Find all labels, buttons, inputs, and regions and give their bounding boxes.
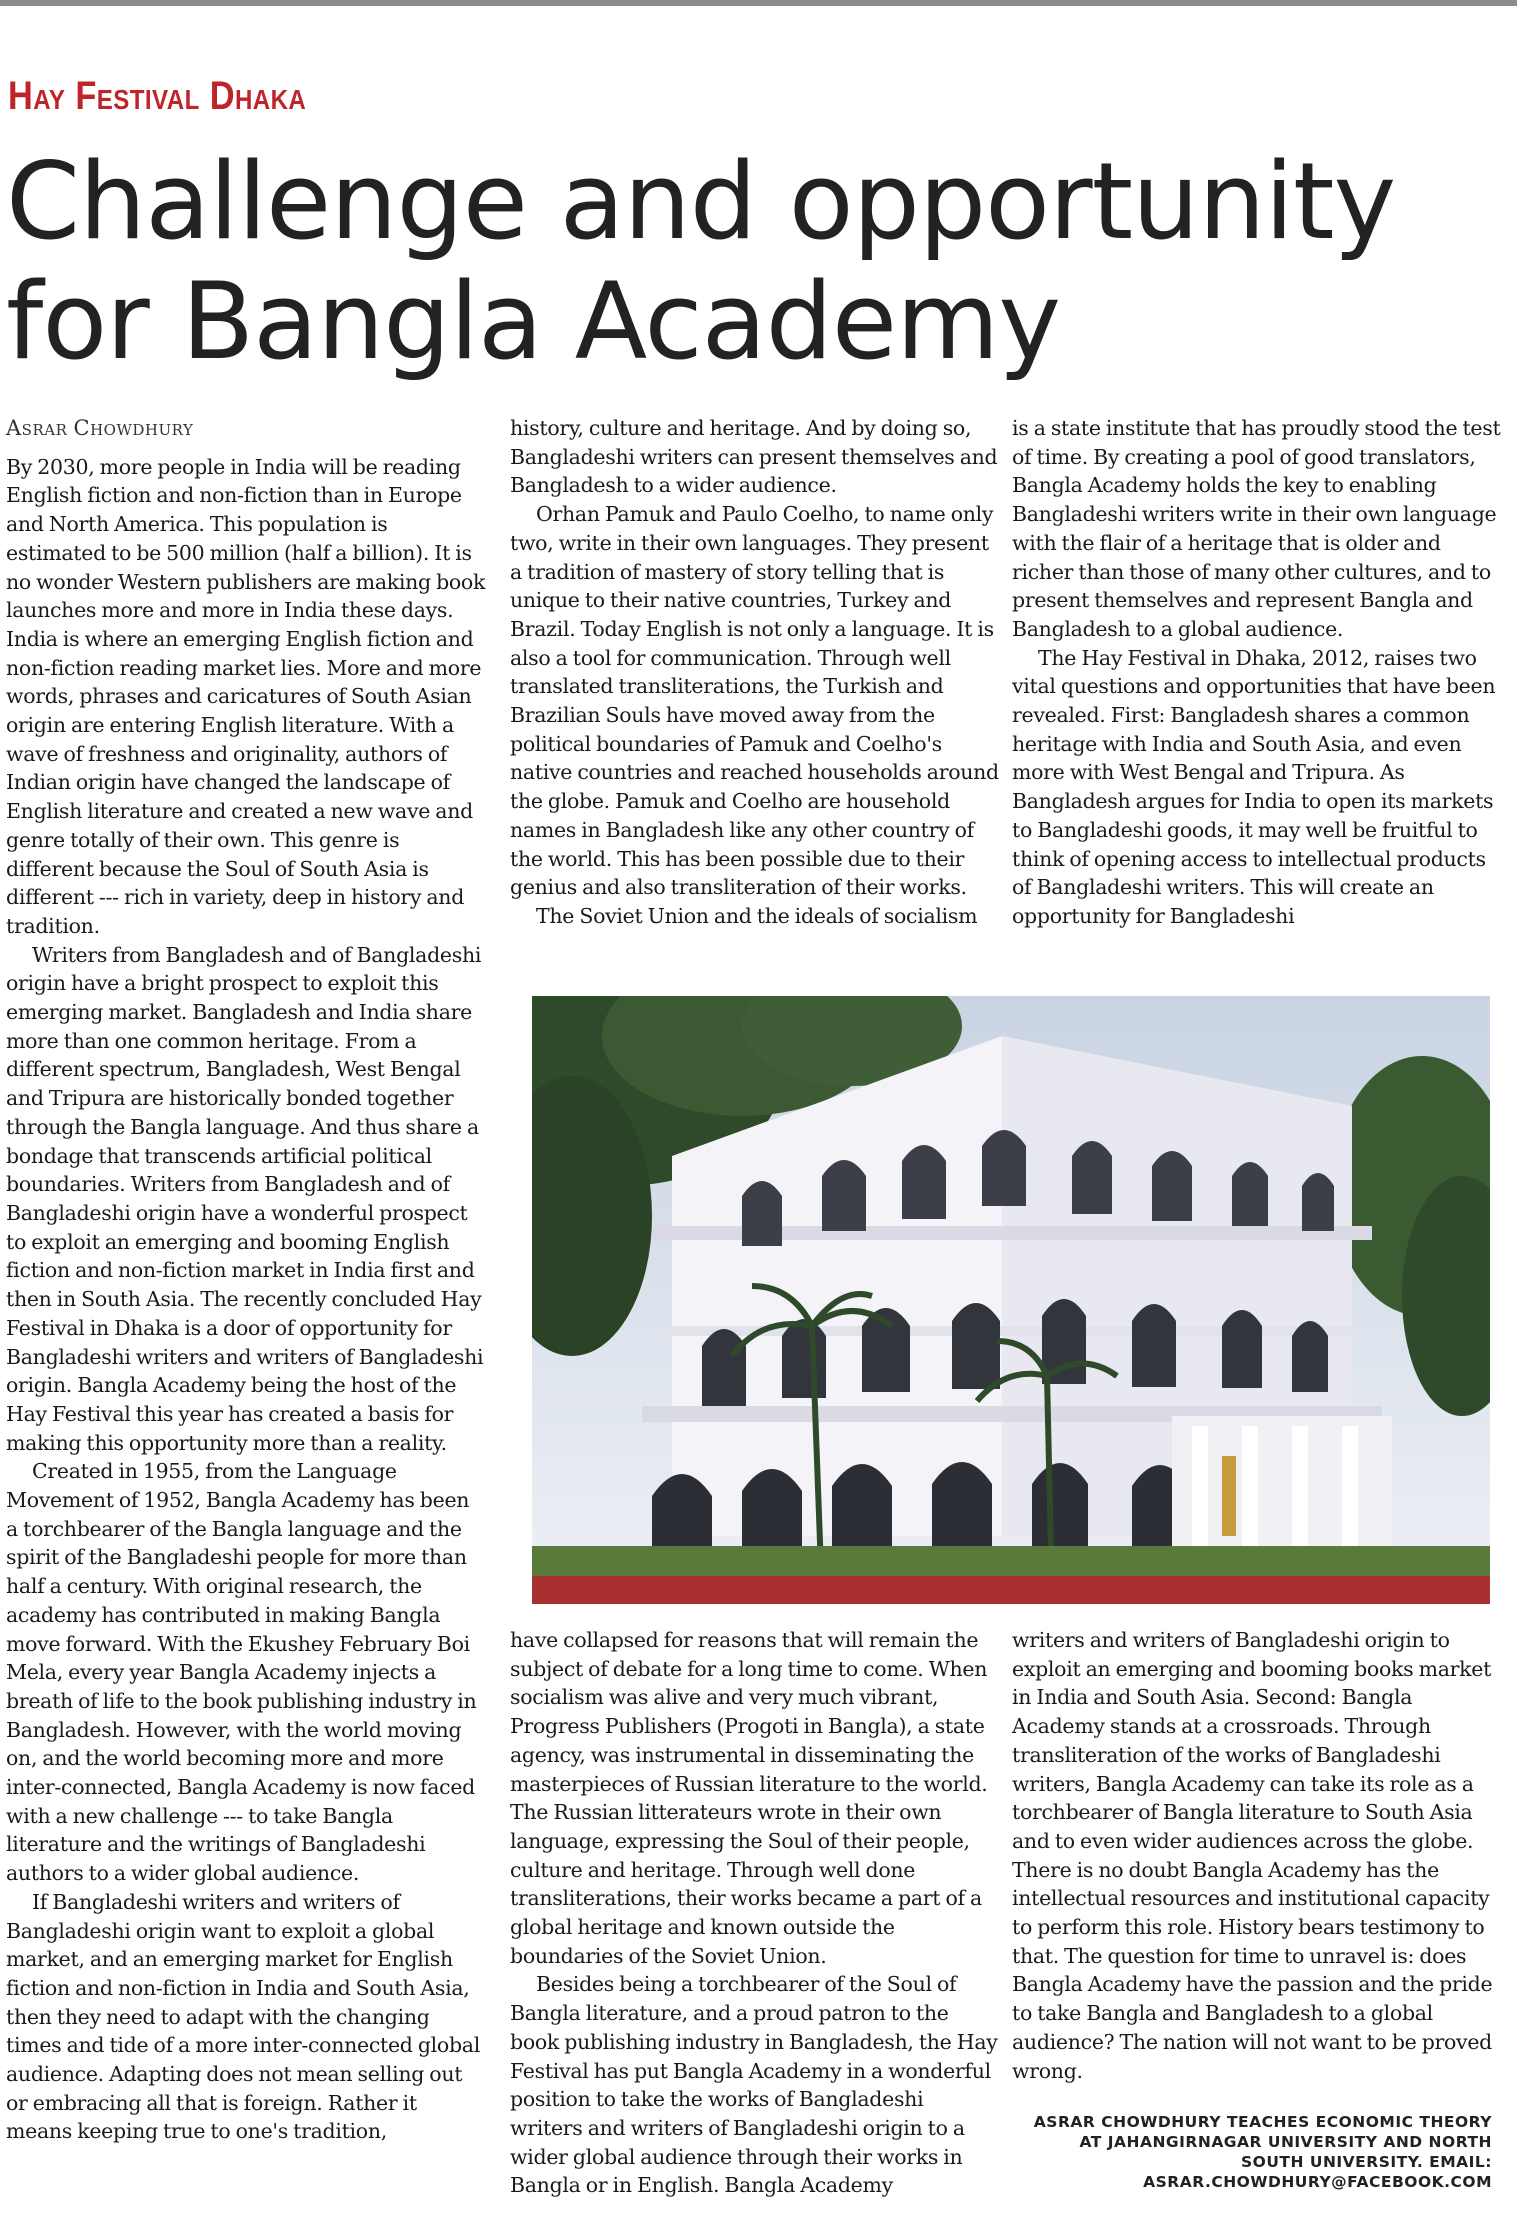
paragraph: have collapsed for reasons that will remain the subject of debate for a long time to come. When socialism was alive and very much vibrant, Progress Publishers (Progoti in Bangla), a state agency, was instrumental in disseminating the masterpieces of Russian literature to the world. The Russian litterateurs wrote in their own language, expressing the Soul of their people, culture and heritage. Through well done transliterations, their works became a part of a global heritage and known outside the boundaries of the Soviet Union. [510, 1628, 988, 1968]
paragraph: Writers from Bangladesh and of Bangladeshi origin have a bright prospect to exploit this emerging market. Bangladesh and India share more than one common heritage. From a different spectrum, Bangladesh, West Bengal and Tripura are historically bonded together through the Bangla language. And thus share a bondage that transcends artificial political boundaries. Writers from Bangladesh and of Bangladeshi origin have a wonderful prospect to exploit an emerging and booming English fiction and non-fiction market in India first and then in South Asia. The recently concluded Hay Festival in Dhaka is a door of opportunity for Bangladeshi writers and writers of Bangladeshi origin. Bangla Academy being the host of the Hay Festival this year has created a basis for making this opportunity more than a reality. [6, 942, 484, 1455]
paragraph: By 2030, more people in India will be reading English fiction and non-fiction than in Europe and North America. This population is estimated to be 500 million (half a billion). It is no wonder Western publishers are making book launches more and more in India these days. India is where an emerging English fiction and non-fiction reading market lies. More and more words, phrases and caricatures of South Asian origin are entering English literature. With a wave of freshness and originality, authors of Indian origin have changed the landscape of English literature and created a new wave and genre totally of their own. This genre is different because the Soul of South Asia is different --- rich in variety, deep in history and tradition. [6, 454, 486, 938]
paragraph: Created in 1955, from the Language Movement of 1952, Bangla Academy has been a torchbearer of the Bangla language and the spirit of the Bangladeshi people for more than half a century. With original research, the academy has contributed in making Bangla move forward. With the Ekushey February Boi Mela, every year Bangla Academy injects a breath of life to the book publishing industry in Bangladesh. However, with the world moving on, and the world becoming more and more inter-connected, Bangla Academy is now faced with a new challenge --- to take Bangla literature and the writings of Bangladeshi authors to a wider global audience. [6, 1459, 477, 1886]
column-2 [510, 414, 1000, 931]
column-2-continued [510, 1626, 1000, 2200]
paragraph: writers and writers of Bangladeshi origin to exploit an emerging and booming books market in India and South Asia. Second: Bangla Academy stands at a crossroads. Through transliteration of the works of Bangladeshi writers, Bangla Academy can take its role as a torchbearer of Bangla literature to South Asia and to even wider audiences across the globe. There is no doubt Bangla Academy has the intellectual resources and institutional capacity to perform this role. History bears testimony to that. The question for time to unravel is: does Bangla Academy have the passion and the pride to take Bangla and Bangladesh to a global audience? The nation will not want to be proved wrong. [1012, 1628, 1493, 2083]
paragraph: If Bangladeshi writers and writers of Bangladeshi origin want to exploit a global market, and an emerging market for English fiction and non-fiction in India and South Asia, then they need to adapt with the changing times and tide of a more inter-connected global audience. Adapting does not mean selling out or embracing all that is foreign. Rather it means keeping true to one's tradition, [6, 1889, 480, 2144]
section-kicker: Hay Festival Dhaka [8, 74, 307, 118]
article-headline: Challenge and opportunity for Bangla Academy [6, 140, 1396, 383]
portico [1172, 1416, 1392, 1546]
paragraph: history, culture and heritage. And by doing so, Bangladeshi writers can present themselves and Bangladesh to a wider audience. [510, 416, 998, 498]
paragraph: Besides being a torchbearer of the Soul of Bangla literature, and a proud patron to the book publishing industry in Bangladesh, the Hay Festival has put Bangla Academy in a wonderful position to take the works of Bangladeshi writers and writers of Bangladeshi origin to a wider global audience through their works in Bangla or in English. Bangla Academy [510, 1972, 998, 2198]
column-1 [6, 414, 486, 2146]
column-3 [1012, 414, 1502, 931]
column-3-continued [1012, 1626, 1502, 2085]
paragraph: The Soviet Union and the ideals of socialism [536, 903, 978, 928]
author-bio: ASRAR CHOWDHURY TEACHES ECONOMIC THEORY AT JAHANGIRNAGAR UNIVERSITY AND NORTH SOUTH UNIVERSITY. EMAIL: ASRAR.CHOWDHURY@FACEBOOK.COM [1033, 2113, 1492, 2191]
red-border-wall [532, 1576, 1490, 1604]
paragraph: is a state institute that has proudly stood the test of time. By creating a pool of good translators, Bangla Academy holds the key to enabling Bangladeshi writers write in their own language with the flair of a heritage that is older and richer than those of many other cultures, and to present themselves and represent Bangla and Bangladesh to a global audience. [1012, 416, 1501, 641]
building-illustration [532, 996, 1490, 1604]
top-rule [0, 0, 1517, 6]
byline: Asrar Chowdhury [6, 416, 194, 440]
paragraph: The Hay Festival in Dhaka, 2012, raises two vital questions and opportunities that have been revealed. First: Bangladesh shares a common heritage with India and South Asia, and even more with West Bengal and Tripura. As Bangladesh argues for India to open its markets to Bangladeshi goods, it may well be fruitful to think of opening access to intellectual products of Bangladeshi writers. This will create an opportunity for Bangladeshi [1012, 645, 1496, 928]
bangla-academy-building-photo [532, 996, 1490, 1604]
paragraph: Orhan Pamuk and Paulo Coelho, to name only two, write in their own languages. They present a tradition of mastery of story telling that is unique to their native countries, Turkey and Brazil. Today English is not only a language. It is also a tool for communication. Through well translated transliterations, the Turkish and Brazilian Souls have moved away from the political boundaries of Pamuk and Coelho's native countries and reached households around the globe. Pamuk and Coelho are household names in Bangladesh like any other country of the world. This has been possible due to their genius and also transliteration of their works. [510, 502, 999, 900]
